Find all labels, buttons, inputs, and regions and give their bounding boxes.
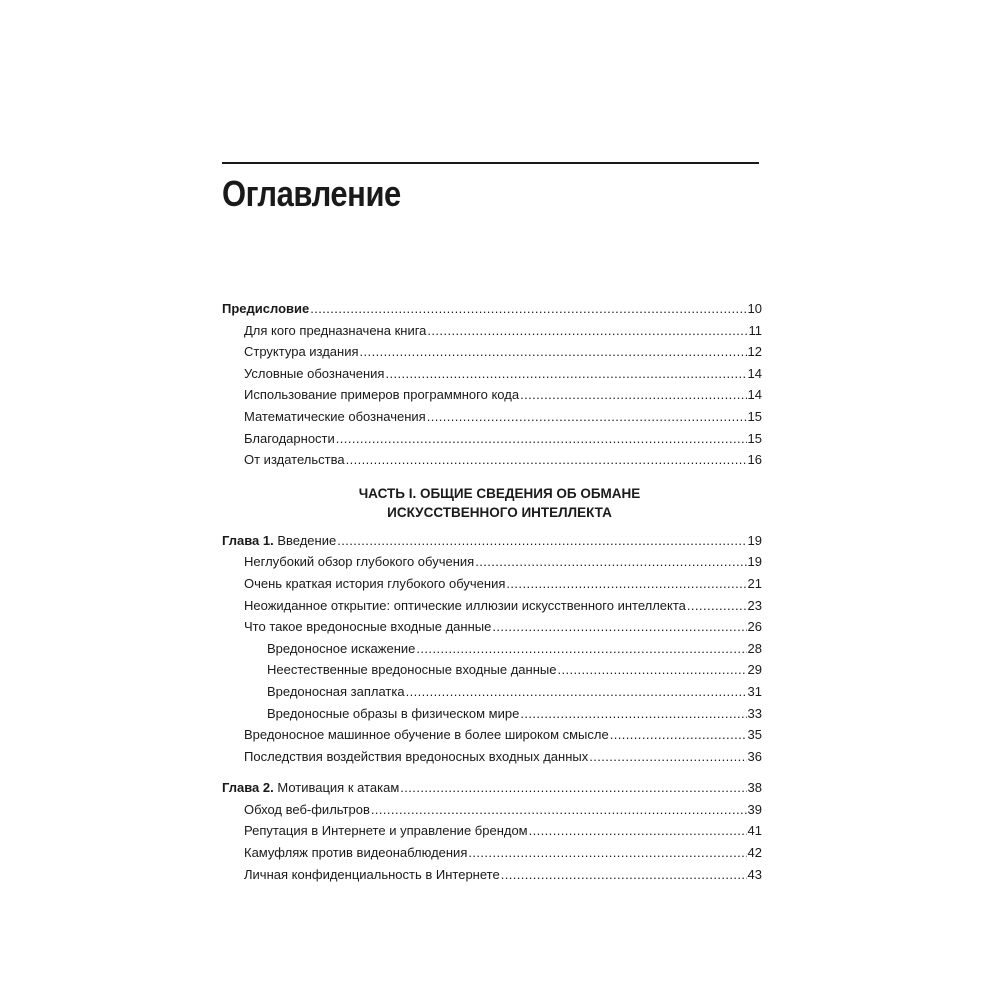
- toc-entry-label: Использование примеров программного кода: [244, 387, 520, 403]
- dot-leader: [610, 724, 747, 746]
- toc-subentry[interactable]: [222, 659, 762, 681]
- toc-page-number: 41: [747, 823, 762, 839]
- dot-leader: [337, 530, 746, 552]
- toc-entry-label: Математические обозначения: [244, 408, 426, 424]
- dot-leader: [385, 363, 746, 385]
- toc-entry-label: Очень краткая история глубокого обучения: [244, 575, 506, 591]
- toc-entry-label: От издательства: [244, 452, 345, 468]
- toc-entry-label: Репутация в Интернете и управление брендом: [244, 823, 528, 839]
- dot-leader: [506, 573, 746, 595]
- toc-entry[interactable]: [222, 551, 762, 573]
- part-heading: [222, 484, 762, 522]
- toc-entry[interactable]: [222, 746, 762, 768]
- toc-page-number: 36: [747, 748, 762, 764]
- toc-entry-label: Мотивация к атакам: [277, 780, 400, 796]
- toc-entry[interactable]: [222, 363, 762, 385]
- title-rule: [222, 162, 759, 164]
- chapter-prefix: Глава 1.: [222, 532, 274, 548]
- dot-leader: [406, 681, 747, 703]
- toc-page-number: 16: [747, 452, 762, 468]
- toc-entry-label: Что такое вредоносные входные данные: [244, 619, 492, 635]
- toc-page-number: 33: [747, 705, 762, 721]
- chapter-1-items: [222, 551, 762, 767]
- toc-page-number: 43: [747, 866, 762, 882]
- toc-page-number: 38: [747, 780, 762, 796]
- dot-leader: [427, 320, 747, 342]
- toc-entry[interactable]: [222, 428, 762, 450]
- dot-leader: [557, 659, 746, 681]
- toc-subentry[interactable]: [222, 638, 762, 660]
- dot-leader: [346, 449, 747, 471]
- toc-entry-label: Обход веб-фильтров: [244, 801, 370, 817]
- toc-page-number: 35: [747, 727, 762, 743]
- dot-leader: [416, 638, 746, 660]
- dot-leader: [520, 384, 746, 406]
- toc-page-number: 14: [747, 365, 762, 381]
- toc-entry-label: Условные обозначения: [244, 365, 385, 381]
- chapter-prefix: Глава 2.: [222, 780, 274, 796]
- dot-leader: [529, 820, 747, 842]
- toc-page-number: 12: [747, 344, 762, 360]
- toc-page-number: 42: [747, 845, 762, 861]
- dot-leader: [501, 864, 747, 886]
- toc-page-number: 31: [747, 683, 762, 699]
- dot-leader: [400, 777, 746, 799]
- toc-entry[interactable]: [222, 820, 762, 842]
- dot-leader: [360, 341, 747, 363]
- toc-page-number: 21: [747, 575, 762, 591]
- dot-leader: [427, 406, 747, 428]
- chapter-2-items: [222, 799, 762, 885]
- toc-entry[interactable]: [222, 449, 762, 471]
- toc-entry[interactable]: [222, 595, 762, 617]
- part-heading-line: ИСКУССТВЕННОГО ИНТЕЛЛЕКТА: [387, 504, 612, 520]
- toc-subentry[interactable]: [222, 703, 762, 725]
- toc-page-number: 15: [747, 430, 762, 446]
- toc-page-number: 11: [748, 322, 762, 338]
- toc-page-number: 15: [747, 408, 762, 424]
- toc-page-number: 10: [747, 301, 762, 316]
- toc-page-number: 14: [747, 387, 762, 403]
- dot-leader: [310, 298, 746, 320]
- toc-entry-label: Неожиданное открытие: оптические иллюзии искусственного интеллекта: [244, 597, 686, 613]
- toc-page-number: 26: [747, 619, 762, 635]
- toc-page-number: 28: [747, 640, 762, 656]
- toc-entry[interactable]: [222, 573, 762, 595]
- dot-leader: [520, 703, 746, 725]
- toc-entry[interactable]: [222, 724, 762, 746]
- table-of-contents: [222, 298, 762, 885]
- toc-entry-label: Неглубокий обзор глубокого обучения: [244, 554, 475, 570]
- toc-entry[interactable]: [222, 320, 762, 342]
- dot-leader: [492, 616, 746, 638]
- toc-entry-label: Введение: [277, 532, 337, 548]
- toc-page-number: 29: [747, 662, 762, 678]
- preface-items: [222, 320, 762, 471]
- toc-entry-chapter-1[interactable]: [222, 530, 762, 552]
- dot-leader: [687, 595, 747, 617]
- dot-leader: [336, 428, 747, 450]
- toc-entry[interactable]: [222, 406, 762, 428]
- toc-entry[interactable]: [222, 616, 762, 638]
- toc-entry-label: Предисловие: [222, 301, 310, 316]
- dot-leader: [589, 746, 746, 768]
- dot-leader: [475, 551, 746, 573]
- toc-page-number: 23: [747, 597, 762, 613]
- dot-leader: [468, 842, 746, 864]
- toc-entry-label: Личная конфиденциальность в Интернете: [244, 866, 500, 882]
- section-gap: [222, 767, 762, 777]
- toc-page-number: 39: [747, 801, 762, 817]
- toc-entry-preface[interactable]: [222, 298, 762, 320]
- page-title: Оглавление: [222, 173, 401, 214]
- toc-page-number: 19: [747, 532, 762, 548]
- toc-entry-label: Неестественные вредоносные входные данные: [267, 662, 557, 678]
- toc-entry[interactable]: [222, 842, 762, 864]
- toc-entry-label: Вредоносное искажение: [267, 640, 416, 656]
- toc-page-number: 19: [747, 554, 762, 570]
- toc-subentry[interactable]: [222, 681, 762, 703]
- toc-entry-label: Последствия воздействия вредоносных входных данных: [244, 748, 589, 764]
- toc-entry-label: Для кого предназначена книга: [244, 322, 427, 338]
- toc-entry-label: Камуфляж против видеонаблюдения: [244, 845, 468, 861]
- toc-entry[interactable]: [222, 384, 762, 406]
- dot-leader: [371, 799, 747, 821]
- toc-entry-label: Благодарности: [244, 430, 335, 446]
- toc-entry-label: Вредоносные образы в физическом мире: [267, 705, 520, 721]
- toc-entry-label: Вредоносная заплатка: [267, 683, 405, 699]
- toc-entry-chapter-2[interactable]: [222, 777, 762, 799]
- toc-entry-label: Структура издания: [244, 344, 359, 360]
- toc-entry[interactable]: [222, 341, 762, 363]
- toc-entry[interactable]: [222, 864, 762, 886]
- toc-entry-label: Вредоносное машинное обучение в более широком смысле: [244, 727, 609, 743]
- part-heading-line: ЧАСТЬ I. ОБЩИЕ СВЕДЕНИЯ ОБ ОБМАНЕ: [358, 485, 641, 501]
- toc-entry[interactable]: [222, 799, 762, 821]
